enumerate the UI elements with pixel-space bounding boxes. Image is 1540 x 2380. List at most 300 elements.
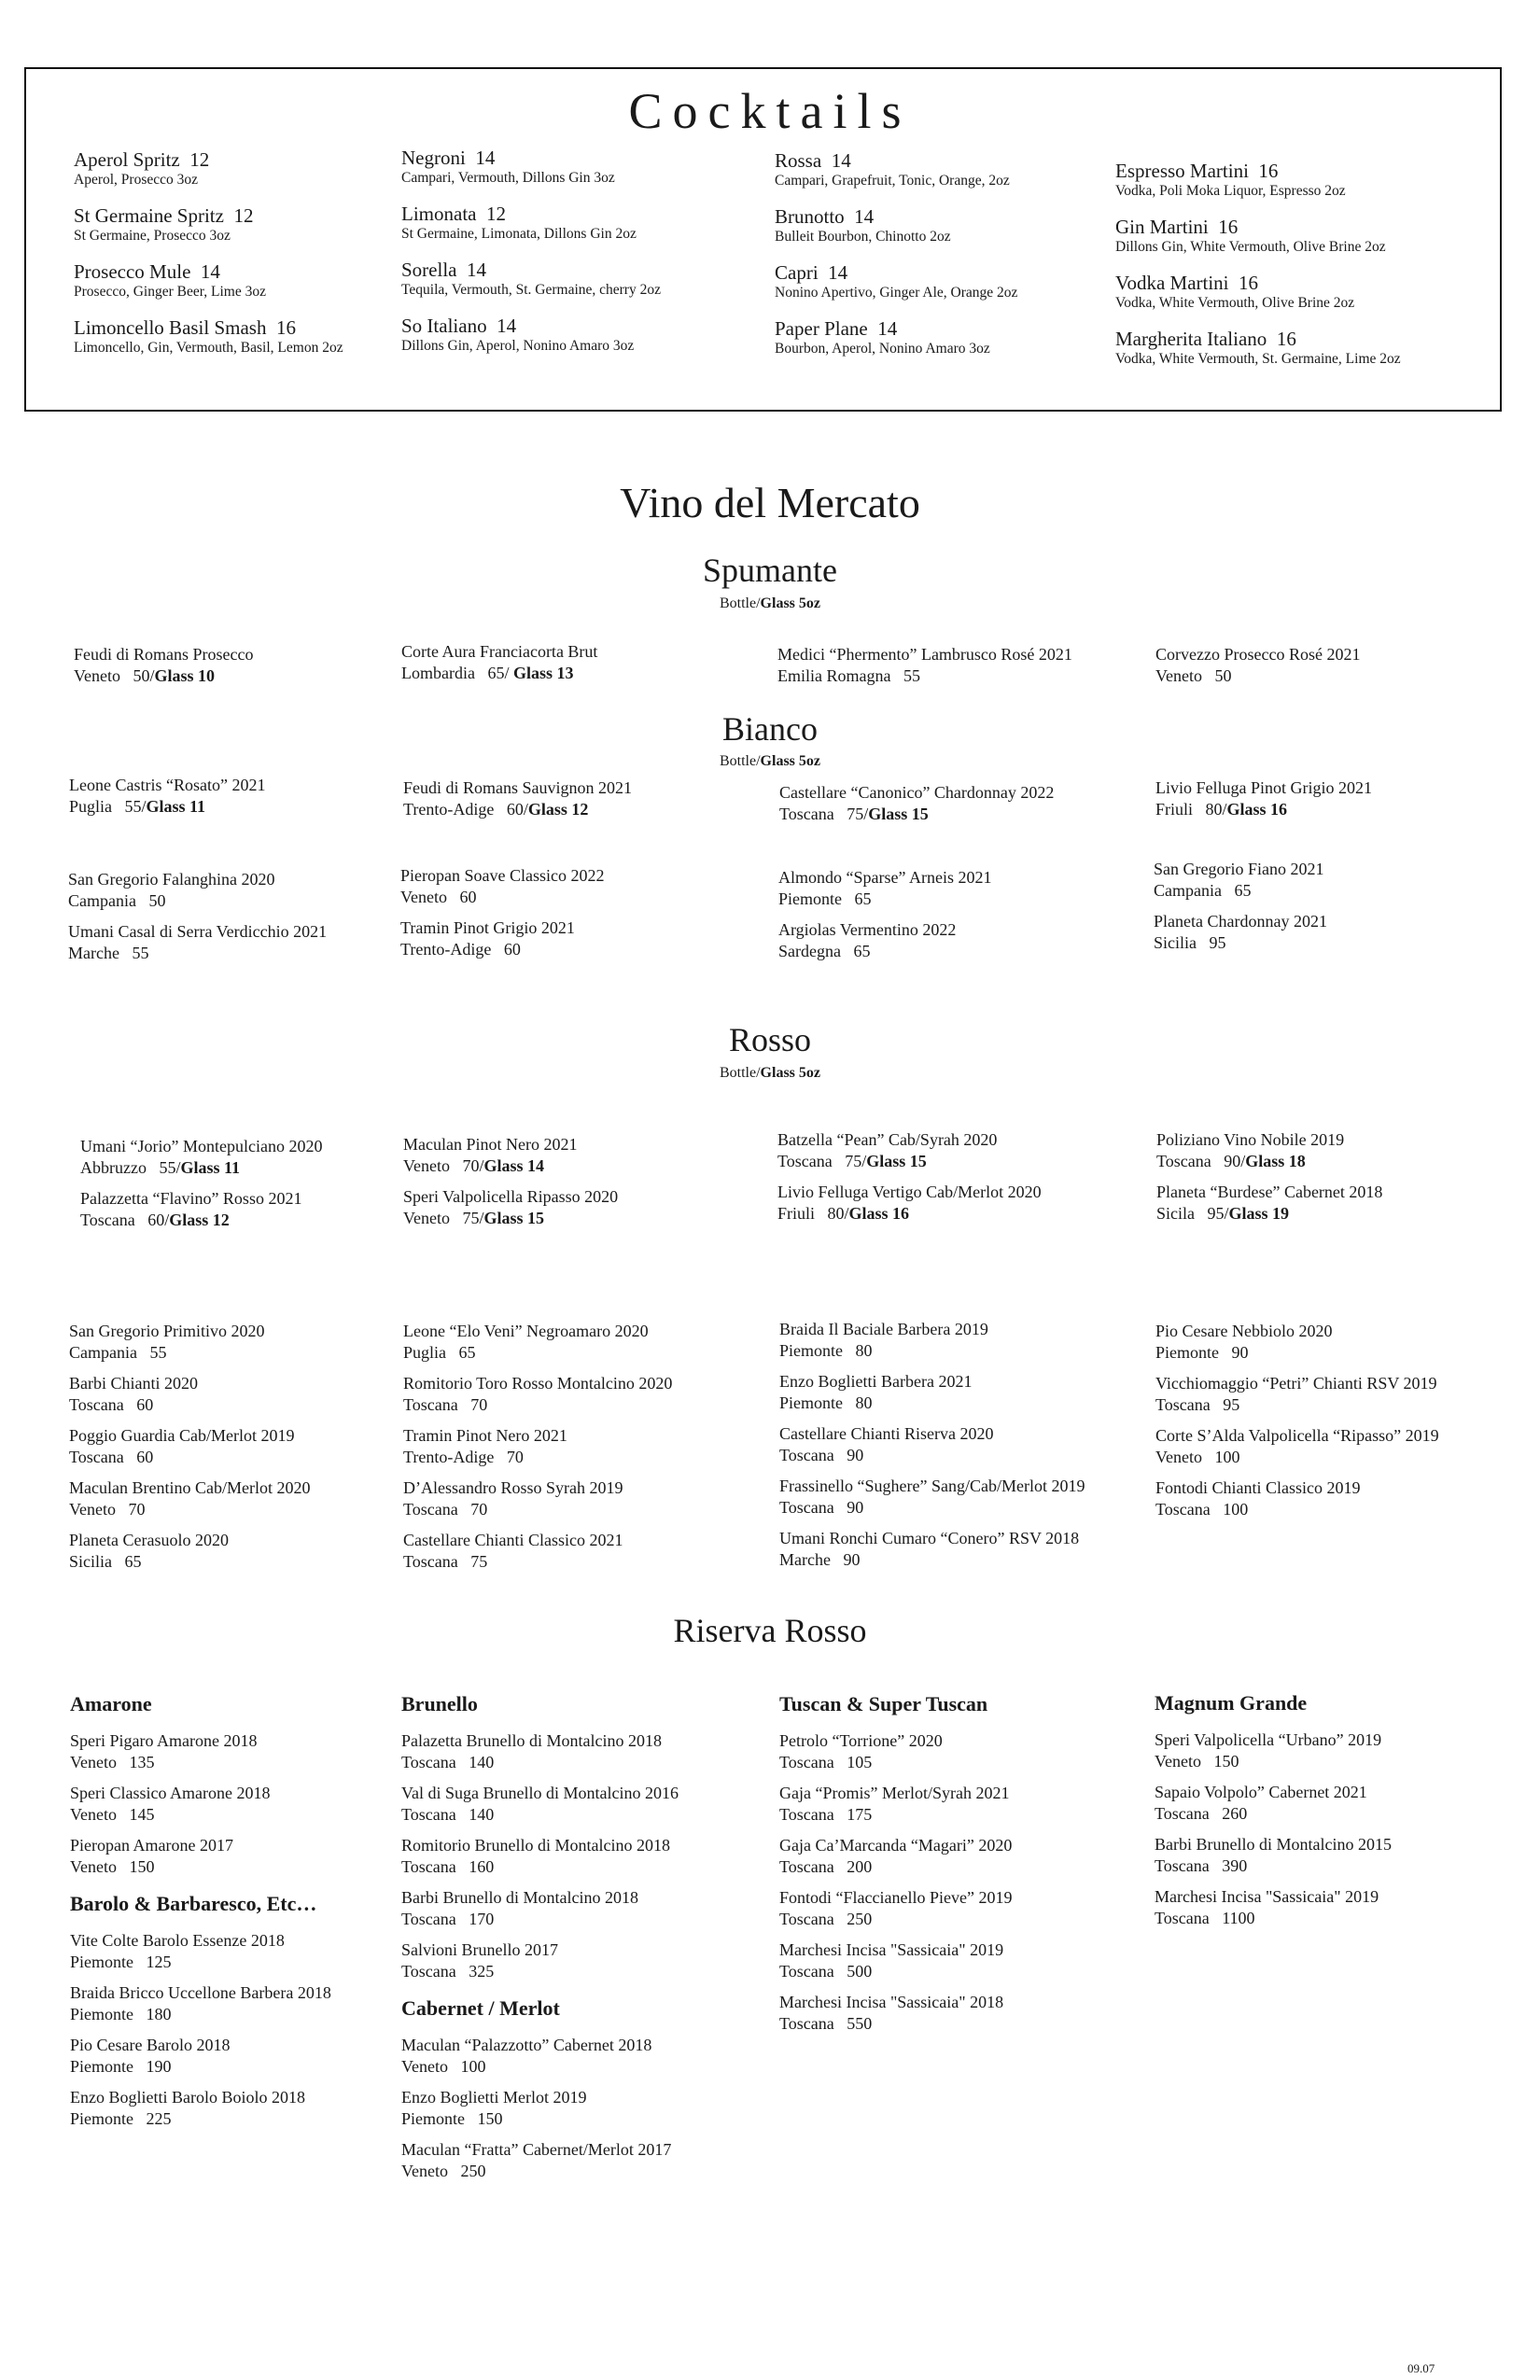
wine-region-line bbox=[779, 1909, 1134, 1930]
wine-price: 95 bbox=[1209, 933, 1226, 952]
cocktail-description: Bourbon, Aperol, Nonino Amaro 3oz bbox=[775, 341, 990, 357]
wine-region-line bbox=[1155, 1342, 1510, 1364]
wine-price: 100 bbox=[1223, 1500, 1249, 1519]
wine-price: 170 bbox=[469, 1910, 495, 1928]
wine-name: Speri Classico Amarone 2018 bbox=[70, 1784, 271, 1802]
wine-region: Trento-Adige bbox=[403, 1448, 495, 1466]
cocktail-description: Prosecco, Ginger Beer, Lime 3oz bbox=[74, 284, 266, 300]
cocktail-item bbox=[74, 316, 433, 357]
wine-name: Leone “Elo Veni” Negroamaro 2020 bbox=[403, 1322, 649, 1340]
wine-region-line bbox=[403, 1551, 758, 1573]
wine-glass-price: Glass 16 bbox=[1226, 800, 1288, 819]
bianco-heading: Bianco bbox=[722, 710, 818, 748]
wine-region: Toscana bbox=[1155, 1909, 1210, 1927]
wine-price: 50 bbox=[148, 891, 166, 910]
cocktail-price: 16 bbox=[1258, 160, 1279, 182]
wine-price: 135 bbox=[129, 1753, 155, 1771]
riserva-category-heading: Magnum Grande bbox=[1155, 1691, 1308, 1715]
wine-region-line bbox=[401, 1804, 756, 1826]
cocktail-column-4 bbox=[1115, 160, 1475, 384]
wine-price: 65 bbox=[854, 889, 872, 908]
cocktail-description: Tequila, Vermouth, St. Germaine, cherry 2oz bbox=[401, 282, 661, 298]
cocktail-name: Brunotto bbox=[775, 205, 845, 228]
wine-region-line bbox=[1155, 1447, 1510, 1468]
riserva-column-3 bbox=[779, 1691, 1134, 2044]
wine-region: Veneto bbox=[70, 1753, 117, 1771]
wine-region-line bbox=[1155, 1499, 1510, 1520]
wine-name: Val di Suga Brunello di Montalcino 2016 bbox=[401, 1784, 679, 1802]
wine-item bbox=[70, 1730, 425, 1773]
wine-region-line bbox=[80, 1210, 435, 1231]
wine-region-line bbox=[1155, 799, 1372, 820]
wine-item bbox=[69, 775, 265, 818]
wine-item bbox=[80, 1188, 435, 1231]
wine-region-line bbox=[1156, 1203, 1511, 1225]
cocktail-price: 14 bbox=[831, 149, 851, 172]
wine-region-line bbox=[69, 1499, 424, 1520]
wine-price: 90/ bbox=[1224, 1152, 1246, 1170]
wine-region-line bbox=[777, 1203, 1132, 1225]
wine-price: 125 bbox=[146, 1953, 172, 1971]
wine-price: 140 bbox=[469, 1805, 495, 1824]
wine-item bbox=[1155, 777, 1372, 820]
wine-region-line bbox=[70, 2004, 425, 2025]
wine-region: Toscana bbox=[779, 1446, 834, 1464]
wine-region-line bbox=[401, 2108, 756, 2130]
cocktails-title: Cocktails bbox=[628, 83, 912, 139]
wine-region: Veneto bbox=[400, 888, 447, 906]
wine-price: 95/ bbox=[1207, 1204, 1229, 1223]
wine-item bbox=[1155, 1782, 1509, 1825]
cocktail-column-3 bbox=[775, 149, 1134, 373]
wine-item bbox=[777, 1129, 1132, 1172]
wine-region-line bbox=[779, 1804, 1134, 1826]
wine-price: 55/ bbox=[124, 797, 147, 816]
wine-region-line bbox=[779, 1497, 1134, 1519]
wine-price: 160 bbox=[469, 1857, 495, 1876]
wine-region-line bbox=[70, 2108, 425, 2130]
wine-name: Speri Valpolicella “Urbano” 2019 bbox=[1155, 1730, 1382, 1749]
cocktail-column-1 bbox=[74, 148, 433, 372]
wine-region: Veneto bbox=[69, 1500, 116, 1519]
wine-item bbox=[779, 1992, 1134, 2035]
cocktail-name-line bbox=[1115, 160, 1475, 182]
cocktail-description: Dillons Gin, White Vermouth, Olive Brine 2oz bbox=[1115, 239, 1386, 255]
wine-glass-price: Glass 15 bbox=[868, 805, 929, 823]
cocktail-item bbox=[74, 148, 433, 189]
wine-item bbox=[1155, 1477, 1510, 1520]
wine-price: 80 bbox=[855, 1341, 873, 1360]
cocktail-name: Capri bbox=[775, 261, 819, 284]
wine-price: 90 bbox=[847, 1498, 864, 1517]
wine-item bbox=[779, 1371, 1134, 1414]
wine-name: Barbi Brunello di Montalcino 2018 bbox=[401, 1888, 638, 1907]
wine-price: 75/ bbox=[462, 1209, 484, 1227]
wine-region: Sicilia bbox=[69, 1552, 112, 1571]
wine-price: 175 bbox=[847, 1805, 873, 1824]
wine-item bbox=[779, 1783, 1134, 1826]
cocktail-description: Aperol, Prosecco 3oz bbox=[74, 172, 198, 188]
wine-region-line bbox=[70, 1856, 425, 1878]
wine-region: Toscana bbox=[1155, 1804, 1210, 1823]
wine-item bbox=[74, 644, 253, 687]
cocktail-name: Paper Plane bbox=[775, 317, 868, 340]
cocktail-name-line bbox=[1115, 328, 1475, 350]
cocktail-price: 14 bbox=[466, 259, 486, 281]
wine-item bbox=[403, 1186, 758, 1229]
wine-glass-price: Glass 18 bbox=[1245, 1152, 1306, 1170]
wine-price: 80/ bbox=[1205, 800, 1227, 819]
wine-name: Argiolas Vermentino 2022 bbox=[778, 920, 957, 939]
wine-item bbox=[1155, 1425, 1510, 1468]
wine-name: Pieropan Amarone 2017 bbox=[70, 1836, 233, 1855]
wine-region-line bbox=[779, 804, 1054, 825]
wine-price: 65 bbox=[458, 1343, 476, 1362]
wine-price: 225 bbox=[146, 2109, 172, 2128]
wine-price: 55 bbox=[132, 944, 149, 962]
wine-name: San Gregorio Falanghina 2020 bbox=[68, 870, 275, 889]
cocktail-price: 16 bbox=[1276, 328, 1296, 350]
wine-region: Marche bbox=[68, 944, 119, 962]
wine-item bbox=[779, 1528, 1134, 1571]
wine-region-line bbox=[777, 665, 1072, 687]
cocktail-item bbox=[775, 261, 1134, 302]
wine-name: Enzo Boglietti Barolo Boiolo 2018 bbox=[70, 2088, 305, 2107]
cocktail-item bbox=[74, 260, 433, 301]
wine-price: 75/ bbox=[845, 1152, 867, 1170]
cocktail-name: Espresso Martini bbox=[1115, 160, 1249, 182]
cocktail-price: 14 bbox=[877, 317, 898, 340]
wine-region-line bbox=[779, 1340, 1134, 1362]
wine-item bbox=[70, 1783, 425, 1826]
cocktail-item bbox=[401, 259, 761, 300]
wine-price: 180 bbox=[146, 2005, 172, 2023]
wine-item bbox=[1155, 1729, 1509, 1772]
wine-item bbox=[403, 1530, 758, 1573]
wine-name: Umani Casal di Serra Verdicchio 2021 bbox=[68, 922, 328, 941]
cocktail-item bbox=[74, 204, 433, 245]
wine-region: Campania bbox=[1154, 881, 1222, 900]
wine-item bbox=[80, 1136, 435, 1179]
wine-name: Pieropan Soave Classico 2022 bbox=[400, 866, 605, 885]
wine-name: Leone Castris “Rosato” 2021 bbox=[69, 776, 266, 794]
wine-region: Toscana bbox=[779, 1910, 834, 1928]
cocktail-name: Gin Martini bbox=[1115, 216, 1209, 238]
wine-glass-price: Glass 12 bbox=[169, 1211, 230, 1229]
wine-price: 70 bbox=[128, 1500, 146, 1519]
cocktail-price: 16 bbox=[275, 316, 296, 339]
wine-name: Castellare Chianti Riserva 2020 bbox=[779, 1424, 994, 1443]
wine-region-line bbox=[69, 1394, 424, 1416]
cocktail-description: Vodka, Poli Moka Liquor, Espresso 2oz bbox=[1115, 183, 1346, 199]
wine-region-line bbox=[401, 663, 597, 684]
cocktail-item bbox=[775, 317, 1134, 358]
wine-item bbox=[68, 921, 423, 964]
wine-price: 200 bbox=[847, 1857, 873, 1876]
wine-item bbox=[401, 641, 597, 684]
cocktail-name: Sorella bbox=[401, 259, 457, 281]
wine-region: Toscana bbox=[1155, 1500, 1211, 1519]
cocktail-name-line bbox=[401, 259, 761, 281]
cocktail-name-line bbox=[775, 149, 1134, 172]
bianco-bottle-column-4 bbox=[1154, 859, 1508, 963]
rosso-glass-column-4 bbox=[1156, 1129, 1511, 1234]
cocktail-description: St Germaine, Limonata, Dillons Gin 2oz bbox=[401, 226, 637, 242]
cocktail-name-line bbox=[74, 260, 433, 283]
wine-price: 65 bbox=[853, 942, 871, 960]
cocktail-price: 14 bbox=[497, 315, 517, 337]
riserva-column-1 bbox=[70, 1691, 425, 2139]
wine-name: Speri Valpolicella Ripasso 2020 bbox=[403, 1187, 619, 1206]
wine-name: Enzo Boglietti Barbera 2021 bbox=[779, 1372, 973, 1391]
wine-item bbox=[778, 919, 1133, 962]
wine-region-line bbox=[403, 1447, 758, 1468]
cocktail-name-line bbox=[775, 317, 1134, 340]
wine-price: 105 bbox=[847, 1753, 873, 1771]
wine-region: Veneto bbox=[70, 1805, 117, 1824]
wine-region-line bbox=[70, 1804, 425, 1826]
wine-price: 70/ bbox=[462, 1156, 484, 1175]
wine-item bbox=[401, 1783, 756, 1826]
wine-price: 60/ bbox=[506, 800, 528, 819]
riserva-column-4 bbox=[1155, 1690, 1509, 1939]
wine-item bbox=[1155, 1373, 1510, 1416]
wine-name: Planeta “Burdese” Cabernet 2018 bbox=[1156, 1183, 1383, 1201]
wine-name: Feudi di Romans Sauvignon 2021 bbox=[403, 778, 633, 797]
wine-region-line bbox=[401, 2056, 756, 2078]
wine-region-line bbox=[1155, 1855, 1509, 1877]
wine-price: 190 bbox=[146, 2057, 172, 2076]
wine-region: Veneto bbox=[1155, 666, 1202, 685]
cocktail-name: Margherita Italiano bbox=[1115, 328, 1267, 350]
wine-price: 70 bbox=[470, 1500, 488, 1519]
wine-region: Toscana bbox=[1155, 1395, 1211, 1414]
wine-region-line bbox=[70, 1952, 425, 1973]
wine-name: Enzo Boglietti Merlot 2019 bbox=[401, 2088, 587, 2107]
wine-glass-price: Glass 12 bbox=[527, 800, 589, 819]
cocktail-item bbox=[1115, 216, 1475, 257]
wine-glass-price: Glass 11 bbox=[180, 1158, 241, 1177]
wine-region-line bbox=[401, 1752, 756, 1773]
rosso-bottle-column-4 bbox=[1155, 1321, 1510, 1530]
wine-name: Livio Felluga Pinot Grigio 2021 bbox=[1155, 778, 1372, 797]
wine-region: Trento-Adige bbox=[400, 940, 492, 959]
wine-item bbox=[401, 1939, 756, 1982]
wine-region: Toscana bbox=[401, 1753, 456, 1771]
wine-region: Toscana bbox=[779, 2014, 834, 2033]
wine-region-line bbox=[80, 1157, 435, 1179]
wine-price: 1100 bbox=[1222, 1909, 1255, 1927]
rosso-bottle-column-1 bbox=[69, 1321, 424, 1582]
wine-region: Friuli bbox=[777, 1204, 816, 1223]
wine-region-line bbox=[1155, 665, 1360, 687]
wine-item bbox=[403, 777, 632, 820]
wine-region: Campania bbox=[68, 891, 136, 910]
cocktail-price: 16 bbox=[1239, 272, 1259, 294]
wine-name: Pio Cesare Nebbiolo 2020 bbox=[1155, 1322, 1333, 1340]
cocktail-name-line bbox=[1115, 216, 1475, 238]
cocktail-price: 12 bbox=[485, 203, 506, 225]
wine-item bbox=[403, 1321, 758, 1364]
wine-region-line bbox=[1155, 1751, 1509, 1772]
wine-item bbox=[779, 1887, 1134, 1930]
wine-name: Speri Pigaro Amarone 2018 bbox=[70, 1731, 258, 1750]
wine-price: 140 bbox=[469, 1753, 495, 1771]
wine-item bbox=[401, 2035, 756, 2078]
wine-region-line bbox=[1154, 880, 1508, 902]
cocktail-item bbox=[401, 315, 761, 356]
cocktail-description: Dillons Gin, Aperol, Nonino Amaro 3oz bbox=[401, 338, 635, 354]
cocktail-name-line bbox=[1115, 272, 1475, 294]
wine-item bbox=[403, 1134, 758, 1177]
rosso-bottle-column-2 bbox=[403, 1321, 758, 1582]
spumante-heading: Spumante bbox=[703, 552, 837, 589]
cocktail-description: Campari, Grapefruit, Tonic, Orange, 2oz bbox=[775, 173, 1010, 189]
wine-region: Lombardia bbox=[401, 664, 475, 682]
wine-region-line bbox=[779, 1445, 1134, 1466]
cocktail-description: Limoncello, Gin, Vermouth, Basil, Lemon 2oz bbox=[74, 340, 343, 356]
wine-item bbox=[69, 1373, 424, 1416]
wine-price: 50 bbox=[1214, 666, 1232, 685]
wine-price: 150 bbox=[1213, 1752, 1239, 1771]
wine-item bbox=[778, 867, 1133, 910]
wine-name: Sapaio Volpolo” Cabernet 2021 bbox=[1155, 1783, 1367, 1801]
wine-region: Veneto bbox=[74, 666, 120, 685]
cocktail-name: Limonata bbox=[401, 203, 477, 225]
wine-region-line bbox=[778, 889, 1133, 910]
cocktail-price: 12 bbox=[189, 148, 210, 171]
bianco-bottle-column-3 bbox=[778, 867, 1133, 972]
wine-item bbox=[401, 1887, 756, 1930]
wine-region: Toscana bbox=[777, 1152, 833, 1170]
cocktail-item bbox=[775, 205, 1134, 246]
wine-price: 250 bbox=[460, 2162, 486, 2180]
wine-region: Toscana bbox=[779, 805, 834, 823]
wine-region-line bbox=[400, 939, 755, 960]
wine-name: Umani Ronchi Cumaro “Conero” RSV 2018 bbox=[779, 1529, 1080, 1547]
cocktail-name-line bbox=[74, 148, 433, 171]
wine-price: 145 bbox=[129, 1805, 155, 1824]
wine-item bbox=[70, 1930, 425, 1973]
cocktail-price: 14 bbox=[854, 205, 875, 228]
rosso-glass-column-1 bbox=[80, 1136, 435, 1240]
wine-name: Corte S’Alda Valpolicella “Ripasso” 2019 bbox=[1155, 1426, 1439, 1445]
wine-region-line bbox=[1156, 1151, 1511, 1172]
cocktail-price: 14 bbox=[828, 261, 848, 284]
wine-name: Marchesi Incisa "Sassicaia" 2019 bbox=[1155, 1887, 1379, 1906]
wine-region-line bbox=[403, 1394, 758, 1416]
wine-item bbox=[779, 1835, 1134, 1878]
wine-name: Maculan Pinot Nero 2021 bbox=[403, 1135, 578, 1154]
wine-region-line bbox=[1155, 1803, 1509, 1825]
wine-price: 100 bbox=[1214, 1448, 1240, 1466]
cocktail-price: 12 bbox=[233, 204, 254, 227]
riserva-category-heading: Amarone bbox=[70, 1692, 152, 1715]
wine-region-line bbox=[403, 1155, 758, 1177]
wine-region-line bbox=[779, 1961, 1134, 1982]
wine-region-line bbox=[779, 1393, 1134, 1414]
cocktail-name: Aperol Spritz bbox=[74, 148, 180, 171]
wine-region: Veneto bbox=[401, 2057, 448, 2076]
cocktail-name: St Germaine Spritz bbox=[74, 204, 224, 227]
riserva-category-heading: Barolo & Barbaresco, Etc… bbox=[70, 1892, 317, 1915]
wine-region: Veneto bbox=[1155, 1752, 1201, 1771]
wine-name: Gaja Ca’Marcanda “Magari” 2020 bbox=[779, 1836, 1013, 1855]
cocktail-name: So Italiano bbox=[401, 315, 487, 337]
wine-region: Puglia bbox=[69, 797, 113, 816]
cocktail-name-line bbox=[401, 203, 761, 225]
wine-name: Corvezzo Prosecco Rosé 2021 bbox=[1155, 645, 1361, 664]
wine-item bbox=[1154, 911, 1508, 954]
wine-item bbox=[1155, 644, 1360, 687]
wine-price: 150 bbox=[129, 1857, 155, 1876]
wine-item bbox=[1155, 1834, 1509, 1877]
wine-glass-price: Glass 15 bbox=[483, 1209, 545, 1227]
wine-region: Toscana bbox=[1156, 1152, 1211, 1170]
wine-region: Trento-Adige bbox=[403, 800, 495, 819]
wine-region: Veneto bbox=[70, 1857, 117, 1876]
wine-region-line bbox=[69, 1551, 424, 1573]
wine-region: Veneto bbox=[403, 1156, 450, 1175]
wine-region: Piemonte bbox=[779, 1393, 843, 1412]
wine-region-line bbox=[403, 1499, 758, 1520]
wine-region: Sicilia bbox=[1154, 933, 1197, 952]
wine-price: 390 bbox=[1222, 1856, 1248, 1875]
wine-name: Pio Cesare Barolo 2018 bbox=[70, 2036, 231, 2054]
wine-name: Fontodi “Flaccianello Pieve” 2019 bbox=[779, 1888, 1013, 1907]
wine-name: Braida Bricco Uccellone Barbera 2018 bbox=[70, 1983, 331, 2002]
wine-region: Toscana bbox=[69, 1395, 124, 1414]
wine-name: Castellare Chianti Classico 2021 bbox=[403, 1531, 623, 1549]
wine-name: Corte Aura Franciacorta Brut bbox=[401, 642, 598, 661]
wine-name: Vite Colte Barolo Essenze 2018 bbox=[70, 1931, 285, 1950]
wine-price: 80/ bbox=[827, 1204, 849, 1223]
wine-item bbox=[401, 2139, 756, 2182]
wine-name: San Gregorio Fiano 2021 bbox=[1154, 860, 1324, 878]
cocktail-name-line bbox=[775, 261, 1134, 284]
wine-list-title: Vino del Mercato bbox=[620, 479, 920, 526]
wine-glass-price: Glass 11 bbox=[146, 797, 206, 816]
date-code: 09.07 bbox=[1407, 2361, 1435, 2375]
wine-name: Salvioni Brunello 2017 bbox=[401, 1940, 558, 1959]
cocktail-price: 14 bbox=[200, 260, 220, 283]
wine-name: San Gregorio Primitivo 2020 bbox=[69, 1322, 265, 1340]
wine-price: 70 bbox=[470, 1395, 488, 1414]
wine-name: Maculan “Palazzotto” Cabernet 2018 bbox=[401, 2036, 652, 2054]
wine-region-line bbox=[403, 799, 632, 820]
wine-region-line bbox=[779, 1856, 1134, 1878]
wine-name: Umani “Jorio” Montepulciano 2020 bbox=[80, 1137, 323, 1155]
wine-name: Poliziano Vino Nobile 2019 bbox=[1156, 1130, 1345, 1149]
wine-name: Batzella “Pean” Cab/Syrah 2020 bbox=[777, 1130, 998, 1149]
wine-region-line bbox=[403, 1342, 758, 1364]
wine-region-line bbox=[779, 2013, 1134, 2035]
wine-region-line bbox=[778, 941, 1133, 962]
wine-price: 90 bbox=[843, 1550, 861, 1569]
wine-glass-price: Glass 13 bbox=[513, 664, 574, 682]
wine-region: Friuli bbox=[1155, 800, 1194, 819]
wine-price: 90 bbox=[847, 1446, 864, 1464]
wine-region: Piemonte bbox=[778, 889, 842, 908]
wine-name: Almondo “Sparse” Arneis 2021 bbox=[778, 868, 992, 887]
wine-region: Piemonte bbox=[401, 2109, 465, 2128]
wine-glass-price: Glass 16 bbox=[848, 1204, 910, 1223]
wine-item bbox=[69, 1321, 424, 1364]
rosso-glass-column-2 bbox=[403, 1134, 758, 1239]
wine-region-line bbox=[401, 1856, 756, 1878]
wine-item bbox=[779, 1730, 1134, 1773]
cocktail-name-line bbox=[775, 205, 1134, 228]
